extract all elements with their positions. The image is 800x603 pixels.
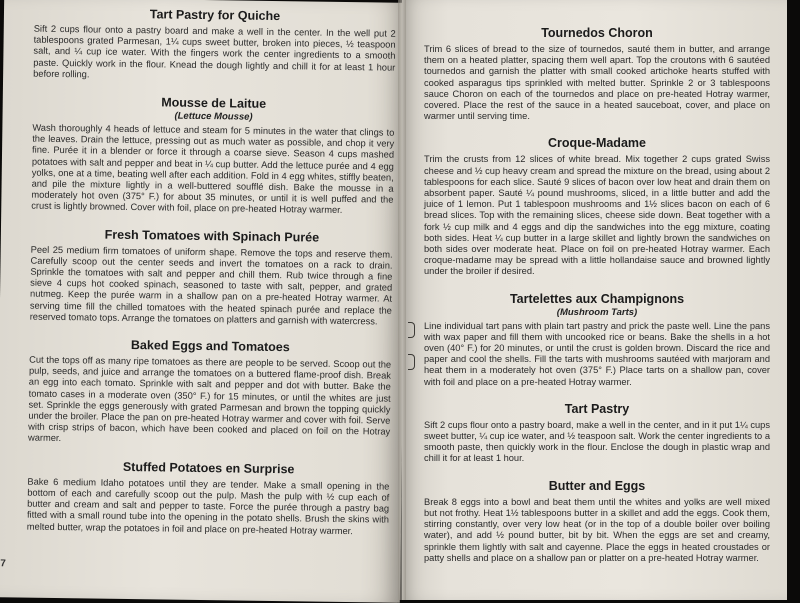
recipe-title: Stuffed Potatoes en Surprise <box>122 459 295 476</box>
recipe-title: Tartelettes aux Champignons <box>509 291 685 306</box>
recipe-body: Bake 6 medium Idaho potatoes until they are tender. Make a small opening in the bottom of each and carefully scoop out the pulp. Mash the pulp with ½ cup each of butter and cream and salt and pepper to taste. Force the purée through a pastry bag fitted with a small round tube into the opening in the potato shells. Brush the skins with melted butter, wrap the potatoes in foil and place on pre-heated Hotray warmer. <box>26 476 390 536</box>
staple-mark <box>408 354 415 370</box>
recipe-stuffed-potatoes <box>27 458 390 537</box>
recipe-body: Sift 2 cups flour onto a pastry board, make a well in the center, and in it put 1¼ cups sweet butter, ¼ cup ice water, and ½ teaspoon salt. Work the center ingredients to a smooth paste, then quickly work in the flour. Enclose the dough in plastic wrap and chill it for at least 1 hour. <box>424 419 770 464</box>
recipe-body: Cut the tops off as many ripe tomatoes as there are people to be served. Scoop out the pulp, seeds, and juice and arrange the tomatoes on a buttered flame-proof dish. Break an egg into each tomato. Sprinkle with salt and pepper and dot with butter. Bake the tomato cases in a moderate oven (350° F.) for 15 minutes, or until the whites are just set. Sprinkle the eggs generously with grated Parmesan and brown the topping quickly under the broiler. Place the pan on pre-heated Hotray warmer and cover with foil. Serve with crisp strips of bacon, which have been cooked and placed on foil on the Hotray warmer. <box>27 354 392 444</box>
recipe-title: Croque-Madame <box>548 136 646 151</box>
recipe-tournedos-choron <box>424 26 770 122</box>
recipe-butter-and-eggs <box>424 479 770 564</box>
recipe-body: Line individual tart pans with plain tart pastry and prick the paste well. Line the pans with wax paper and fill them with uncooked rice or beans. Bake the shells in a hot oven (40° F.) for 20 minutes, or until the crust is golden brown. Discard the rice and paper and cool the shells. Fill the tarts with mushrooms sautéed with marjoram and heat them in a moderately hot oven (375° F.) Place tarts on a shallow pan, cover with foil and place on a pre-heated Hotray warmer. <box>424 320 770 387</box>
recipe-title: Tart Pastry for Quiche <box>149 7 281 24</box>
recipe-body: Sift 2 cups flour onto a pastry board and make a well in the center. In the well put 2 tablespoons grated Parmesan, 1¼ cups sweet butter, broken into pieces, ½ teaspoon salt, and ¼ cup ice water. With the fingers work the center ingredients to a smooth paste. Quickly work in the flour. Knead the dough lightly and chill it for at least 1 hour before rolling. <box>33 23 396 80</box>
recipe-mousse-de-laitue <box>31 94 395 218</box>
recipe-body: Trim the crusts from 12 slices of white bread. Mix together 2 cups grated Swiss cheese and ½ cup heavy cream and spread the mixture on the bread, using about 2 tablespoons for each slice. Sauté 9 slices of bacon over low heat and drain them on absorbent paper. Sauté ¼ pound mushrooms, sliced, in a little butter and add the juice of 1 lemon. Put 1 tablespoon mushrooms and 1½ slices bacon on each of 6 bread slices. Top with the remaining slices, cheese side down. Beat together with a fork ½ cup milk and 4 eggs and dip the sandwiches into the egg mixture, coating both sides. Heat ¼ cup butter in a large skillet and lightly brown the sandwiches on both sides over moderate heat. Place on foil on pre-heated Hotray warmer. Each croque-madame may be spread with a little hollandaise sauce and browned lightly under the broiler if desired. <box>424 154 770 277</box>
recipe-tartelettes-aux-champignons <box>424 292 770 388</box>
recipe-title: Butter and Eggs <box>548 478 646 493</box>
recipe-body: Peel 25 medium firm tomatoes of uniform shape. Remove the tops and reserve them. Carefully scoop out the center seeds and invert the tomatoes on a rack to drain. Sprinkle the tomatoes with salt and pepper and chill them. Rub twice through a fine sieve 4 cups hot cooked spinach, seasoned to taste with salt, pepper, and grated nutmeg. Keep the purée warm in a shallow pan on a pre-heated Hotray warmer. At serving time fill the chilled tomatoes with the heated spinach purée and replace the reserved tomato tops. Arrange the tomatoes on platters and garnish with watercress. <box>29 244 393 327</box>
recipe-croque-madame <box>424 136 770 277</box>
page-number: 7 <box>0 558 6 570</box>
recipe-baked-eggs-tomatoes <box>28 337 391 450</box>
recipe-body: Break 8 eggs into a bowl and beat them until the whites and yolks are well mixed but not frothy. Heat 1½ tablespoons butter in a skillet and add the eggs. Cook them, stirring constantly, over very low heat (or in the top of a double boiler over boiling water), and add ½ pound butter, bit by bit. When the eggs are set and creamy, sprinkle them lightly with salt and cayenne. Place the eggs in heated croustades or patty shells and place on a shallow pan or platter on a pre-heated Hotray warmer. <box>424 496 770 563</box>
recipe-title: Fresh Tomatoes with Spinach Purée <box>104 227 320 245</box>
recipe-title: Baked Eggs and Tomatoes <box>130 338 290 355</box>
recipe-body: Wash thoroughly 4 heads of lettuce and steam for 5 minutes in the water that clings to the leaves. Drain the lettuce, pressing out as much water as possible, and chop it very fine. Purée it in a blender or force it through a coarse sieve. Season 4 cups mashed potatoes with salt and pepper and beat in ¼ cup butter. Add the lettuce purée and 4 egg yolks, one at a time, beating well after each addition. Fold in 4 egg whites, stiffly beaten, and pile the mixture lightly in a well-buttered soufflé dish. Bake the mousse in a moderately hot oven (375° F.) for about 35 minutes, or until it is well puffed and the crust is lightly browned. Cover with foil, place on pre-heated Hotray warmer. <box>31 122 395 216</box>
recipe-title: Mousse de Laitue <box>161 95 267 111</box>
right-page <box>402 0 787 600</box>
book-gutter <box>398 0 406 600</box>
recipe-body: Trim 6 slices of bread to the size of tournedos, sauté them in butter, and arrange them on a heated platter, spacing them well apart. Top the croutons with 6 sautéed tournedos and garnish the platter with small cooked artichoke hearts stuffed with cooked asparagus tips sprinkled with melted butter. Sprinkle 2 or 3 tablespoons sauce Choron on each of the tournedos and place on pre-heated Hotray warmer, covered. Place the rest of the sauce in a heated sauceboat, cover, and place on warmer until serving time. <box>424 44 770 122</box>
recipe-subtitle: (Lettuce Mousse) <box>174 110 253 123</box>
recipe-subtitle: (Mushroom Tarts) <box>556 306 638 318</box>
right-column <box>424 26 770 578</box>
recipe-tart-pastry-for-quiche <box>33 6 396 85</box>
recipe-tart-pastry <box>424 402 770 465</box>
recipe-title: Tart Pastry <box>564 401 630 416</box>
recipe-fresh-tomatoes-spinach <box>30 226 393 327</box>
recipe-title: Tournedos Choron <box>541 26 653 40</box>
staple-mark <box>408 322 415 338</box>
left-column <box>27 6 397 552</box>
